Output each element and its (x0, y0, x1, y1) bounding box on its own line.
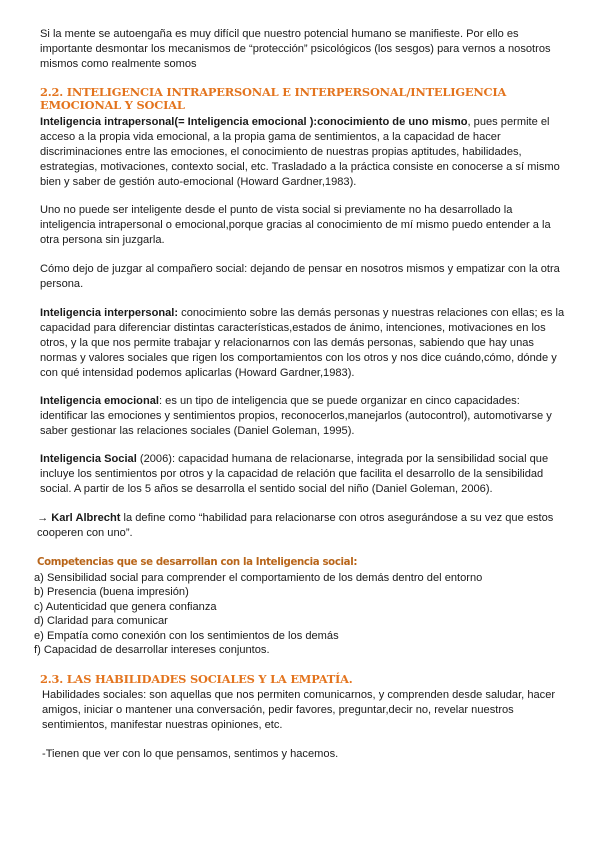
list-item: f) Capacidad de desarrollar intereses conjuntos. (34, 644, 270, 657)
interpersonal-text: conocimiento sobre las demás personas y nuestras relaciones con ellas; es la capacidad para diferenciar distintas características,estados de ánimo, intenciones, motivaciones en los otros, y la que nos permite trabajar y relacionarnos con las demás personas, sabiendo que hay unas normas y valores sociales que rigen los comportamientos con los otros y nos dice cuándo,cómo, dónde y con qué intensidad podemos aplicarlas (Howard Gardner,1983). (40, 307, 565, 379)
judging-paragraph: Cómo dejo de juzgar al compañero social: dejando de pensar en nosotros mismos y empatizar con la otra persona. (40, 263, 560, 290)
arrow-icon: → (37, 512, 49, 524)
list-item: b) Presencia (buena impresión) (34, 586, 189, 599)
emocional-paragraph (40, 394, 565, 439)
intro-paragraph: Si la mente se autoengaña es muy difícil que nuestro potencial humano se manifieste. Por ello es importante desmontar los mecanismos de “protección” psicológicos (los sesgos) para vernos a nosotros mismos como realmente somos (40, 28, 551, 70)
intrapersonal-text: , pues permite el acceso a la propia vida emocional, a la propia gama de sentimientos, a la capacidad de hacer discriminaciones entre las emociones, el conocimiento de nuestras propias aptitudes, habilidades, estrategias, motivaciones, contexto social, etc. Trasladado a la práctica consiste en conocerse a sí mismo bien y saber de gestión auto-emocional (Howard Gardner,1983). (40, 116, 560, 188)
albrecht-name: Karl Albrecht (51, 512, 121, 524)
list-item: c) Autenticidad que genera confianza (34, 600, 217, 613)
competencias-list (34, 571, 564, 657)
section-2-2-heading: 2.2. INTELIGENCIA INTRAPERSONAL E INTERPERSONAL/INTELIGENCIA EMOCIONAL Y SOCIAL (40, 85, 507, 112)
habilidades-note: -Tienen que ver con lo que pensamos, sentimos y hacemos. (42, 748, 339, 760)
habilidades-paragraph: Habilidades sociales: son aquellas que nos permiten comunicarnos, y comprenden desde saludar, hacer amigos, iniciar o mantener una conversación, pedir favores, preguntar,decir no, revelar nuestros sentimientos, manifestar nuestras opiniones, etc. (42, 689, 556, 731)
emocional-text: : es un tipo de inteligencia que se puede organizar en cinco capacidades: identificar las emociones y sentimientos propios, reconocerlos,manejarlos (autocontrol), automotivarse y saber gestionar las relaciones sociales (Daniel Goleman, 1995). (40, 395, 552, 437)
list-item: e) Empatía como conexión con los sentimientos de los demás (34, 629, 339, 642)
albrecht-text: la define como “habilidad para relacionarse con otros asegurándose a su vez que estos cooperen con uno”. (37, 512, 554, 539)
social-text: (2006): capacidad humana de relacionarse, integrada por la sensibilidad social que incluye los sentimientos por otros y la capacidad de relación que facilita el desarrollo de la sensibilidad social. A partir de los 5 años se desarrolla el sentido social del niño (Daniel Goleman, 2006). (40, 453, 549, 495)
interpersonal-paragraph (40, 306, 565, 381)
interpersonal-term: Inteligencia interpersonal: (40, 307, 179, 319)
list-item: a) Sensibilidad social para comprender el comportamiento de los demás dentro del entorno (34, 572, 483, 584)
section-2-3-heading: 2.3. LAS HABILIDADES SOCIALES Y LA EMPATÍA. (40, 672, 353, 686)
intrapersonal-paragraph (40, 115, 565, 190)
list-item: d) Claridad para comunicar (34, 615, 168, 628)
emocional-term: Inteligencia emocional (40, 395, 159, 407)
social-intelligence-paragraph (40, 452, 565, 497)
intrapersonal-term: Inteligencia intrapersonal(= Inteligencia emocional ):conocimiento de uno mismo (40, 116, 468, 128)
social-term: Inteligencia Social (40, 453, 137, 465)
competencias-title: Competencias que se desarrollan con la Inteligencia social: (37, 557, 358, 568)
social-prerequisite-paragraph: Uno no puede ser inteligente desde el punto de vista social si previamente no ha desarrollado la inteligencia intrapersonal o emocional,porque gracias al conocimiento de mí mismo puedo entender a la otra persona sin juzgarla. (40, 204, 551, 246)
albrecht-paragraph (37, 511, 565, 541)
